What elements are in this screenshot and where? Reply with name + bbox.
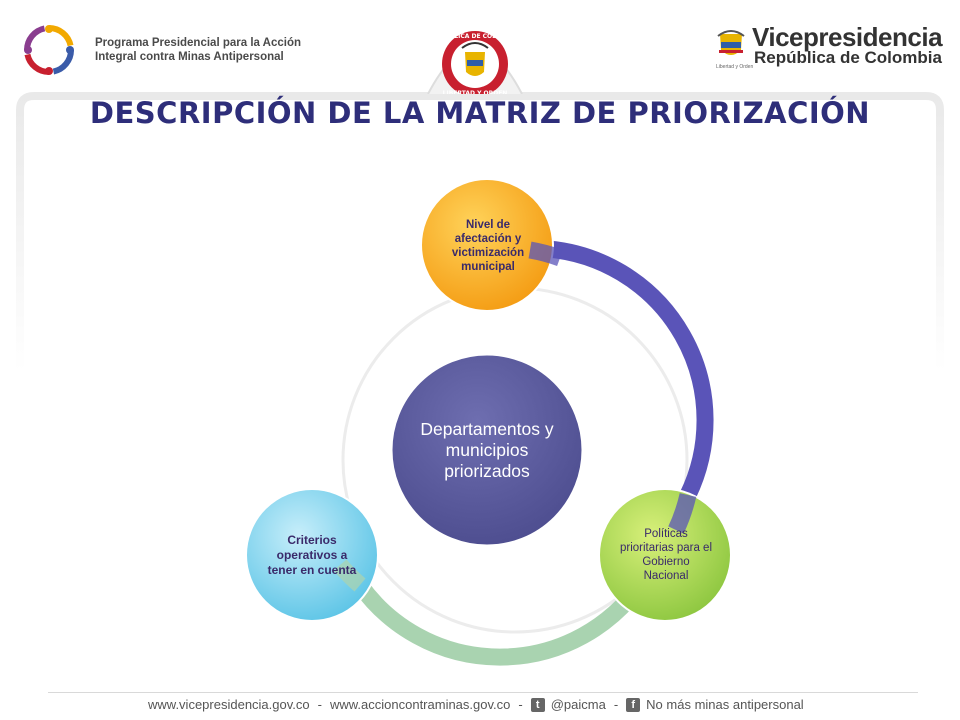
footer-link-vicepresidencia[interactable]: www.vicepresidencia.gov.co [148, 697, 310, 712]
footer-facebook-page[interactable]: No más minas antipersonal [646, 697, 804, 712]
program-line-2: Integral contra Minas Antipersonal [95, 51, 284, 63]
node-label-politicas-text: Políticas prioritarias para el Gobierno Nacional [619, 528, 713, 582]
vicepresidencia-motto: Libertad y Orden [716, 64, 754, 70]
footer-twitter-handle[interactable]: @paicma [550, 697, 606, 712]
node-label-afectacion-text: Nivel de afectación y victimización municipal [451, 219, 525, 273]
program-line-1: Programa Presidencial para la Acción [95, 37, 302, 49]
node-label-politicas [619, 515, 713, 595]
node-label-criterios-text: Criterios operativos a tener en cuenta [267, 532, 357, 577]
center-label-text: Departamentos y municipios priorizados [420, 418, 554, 481]
center-label [415, 405, 559, 495]
seal-top-text: REPÚBLICA DE COLOMBIA [431, 33, 519, 40]
footer [148, 697, 804, 712]
footer-separator: - [317, 697, 322, 712]
twitter-icon: t [531, 698, 545, 712]
footer-separator: - [518, 697, 523, 712]
footer-link-accioncontraminas[interactable]: www.accioncontraminas.gov.co [329, 697, 511, 712]
vicepresidencia-title: Vicepresidencia [752, 22, 943, 52]
node-label-criterios [267, 515, 357, 595]
node-label-afectacion [440, 208, 536, 284]
facebook-icon: f [626, 698, 640, 712]
footer-divider [48, 692, 918, 693]
slide-title: DESCRIPCIÓN DE LA MATRIZ DE PRIORIZACIÓN [89, 96, 871, 130]
vicepresidencia-subtitle: República de Colombia [754, 48, 942, 67]
seal-bottom-text: LIBERTAD Y ORDEN [442, 90, 508, 94]
footer-separator: - [613, 697, 619, 712]
arc-green-to-blue [360, 585, 640, 657]
